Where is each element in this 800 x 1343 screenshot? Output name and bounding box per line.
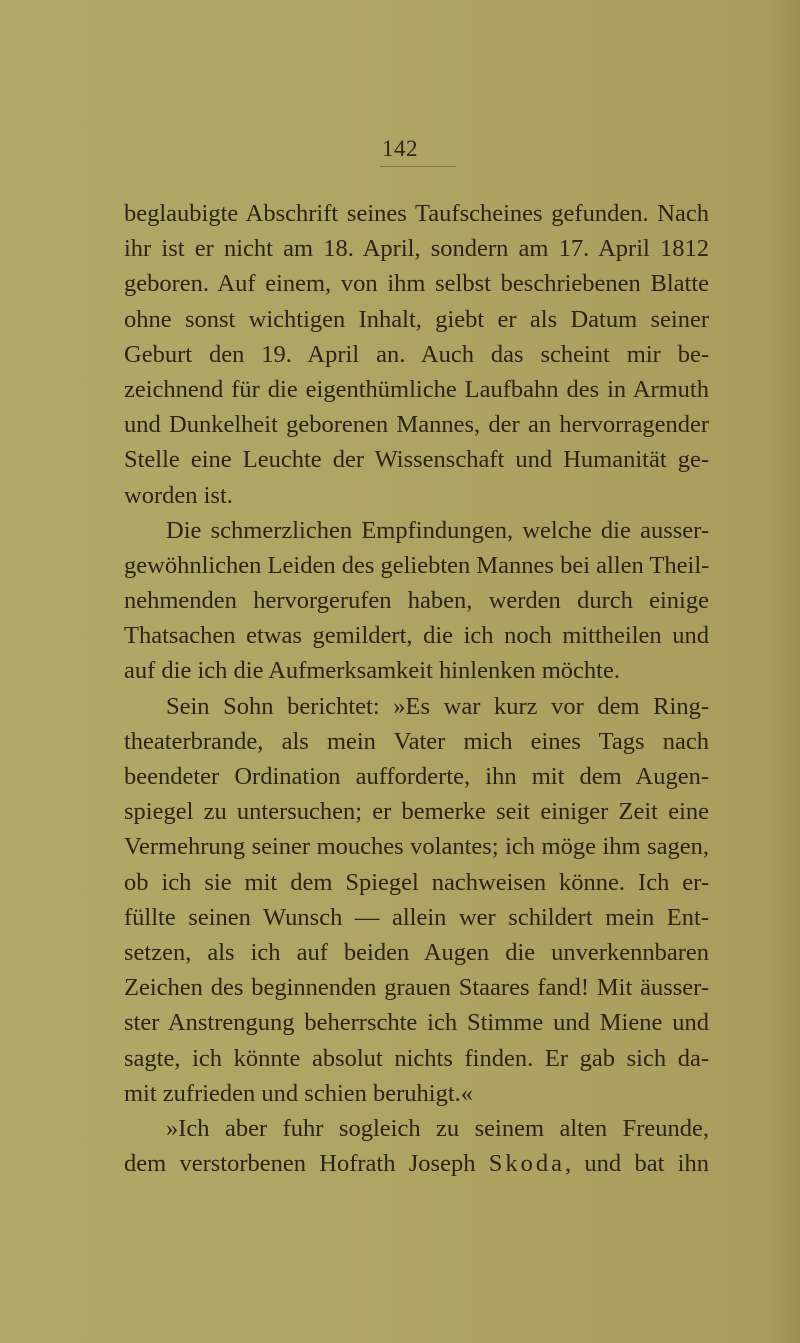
text-line: worden ist.	[124, 481, 233, 509]
text-line: spiegel zu untersuchen; er bemerke seit einiger Zeit eine	[124, 798, 709, 826]
text-line: sagte, ich könnte absolut nichts finden. Er gab sich da-	[124, 1044, 709, 1072]
text-line: Stelle eine Leuchte der Wissenschaft und Humanität ge-	[124, 446, 709, 474]
text-line: ohne sonst wichtigen Inhalt, giebt er als Datum seiner	[124, 305, 709, 333]
text-line: Sein Sohn berichtet: »Es war kurz vor dem Ring-	[166, 692, 709, 720]
paragraph-2	[124, 513, 709, 689]
spaced-name: Skoda	[488, 1150, 565, 1178]
text-line: und Dunkelheit geborenen Mannes, der an hervorragender	[124, 411, 709, 439]
text-line: Thatsachen etwas gemildert, die ich noch mittheilen und	[124, 622, 709, 650]
text-line: auf die ich die Aufmerksamkeit hinlenken möchte.	[124, 657, 620, 685]
text-line: »Ich aber fuhr sogleich zu seinem alten Freunde,	[166, 1114, 709, 1142]
text-line: Zeichen des beginnenden grauen Staares fand! Mit äusser-	[124, 974, 709, 1002]
paragraph-1	[124, 196, 709, 513]
text-line: Vermehrung seiner mouches volantes; ich möge ihm sagen,	[124, 833, 709, 861]
page-number-rule	[380, 166, 456, 167]
page-number: 142	[382, 136, 418, 161]
text-line: ster Anstrengung beherrschte ich Stimme und Miene und	[124, 1009, 709, 1037]
text-line: setzen, als ich auf beiden Augen die unverkennbaren	[124, 938, 709, 966]
text-line: Geburt den 19. April an. Auch das scheint mir be-	[124, 340, 709, 368]
text-line: nehmenden hervorgerufen haben, werden durch einige	[124, 587, 709, 615]
text-line: ihr ist er nicht am 18. April, sondern am 17. April 1812	[124, 235, 709, 263]
text-line: theaterbrande, als mein Vater mich eines Tags nach	[124, 727, 709, 755]
text-line: geboren. Auf einem, von ihm selbst beschriebenen Blatte	[124, 270, 709, 298]
text-line: beglaubigte Abschrift seines Taufscheines gefunden. Nach	[124, 200, 709, 227]
paragraph-4	[124, 1111, 709, 1181]
text-line: ob ich sie mit dem Spiegel nachweisen könne. Ich er-	[124, 868, 709, 896]
text-line: beendeter Ordination aufforderte, ihn mit dem Augen-	[124, 763, 709, 790]
text-line: mit zufrieden und schien beruhigt.«	[124, 1079, 474, 1107]
text-line: Die schmerzlichen Empfindungen, welche die ausser-	[166, 516, 709, 544]
text-line: gewöhnlichen Leiden des geliebten Mannes bei allen Theil-	[124, 551, 710, 579]
text-line: füllte seinen Wunsch — allein wer schildert mein Ent-	[124, 903, 709, 931]
body-text	[124, 196, 709, 1181]
paragraph-3	[124, 689, 709, 1111]
text-line: zeichnend für die eigenthümliche Laufbahn des in Armuth	[124, 375, 709, 403]
text-fragment: dem verstorbenen Hofrath Joseph	[124, 1150, 489, 1178]
text-fragment: , und bat ihn	[565, 1150, 709, 1178]
text-line-with-spaced-name	[124, 1146, 709, 1181]
